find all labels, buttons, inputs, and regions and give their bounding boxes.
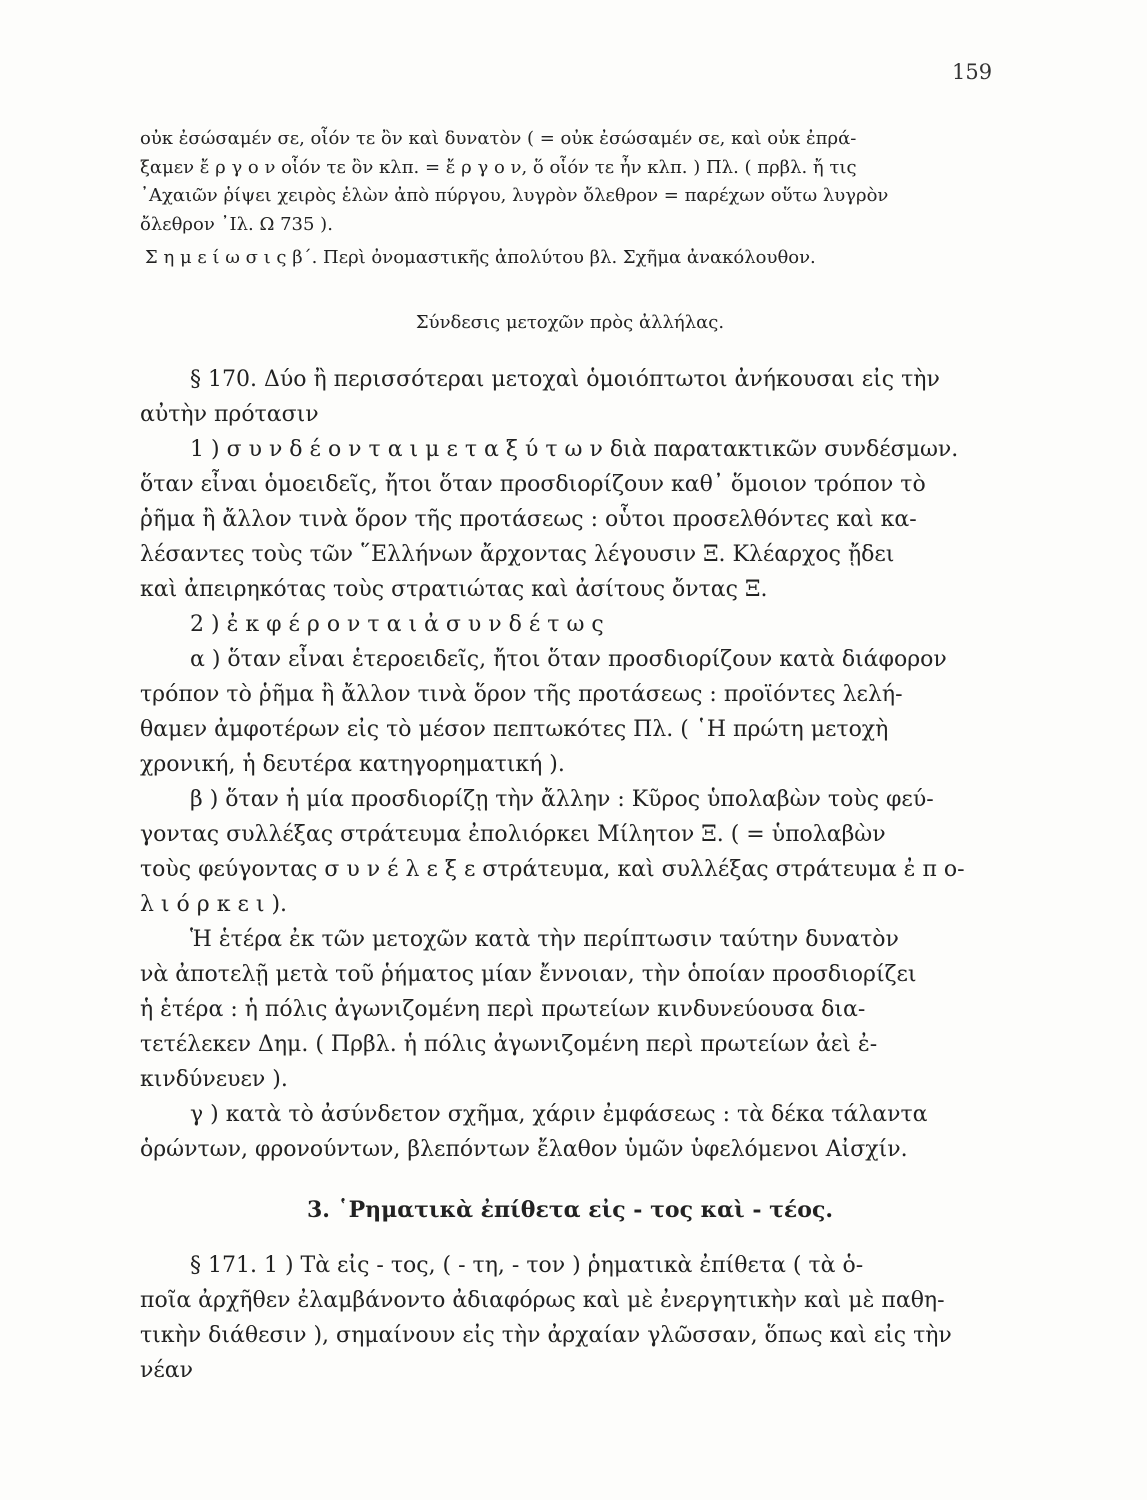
text-line: τικὴν διάθεσιν ), σημαίνουν εἰς τὴν ἀρχαίαν γλῶσσαν, ὅπως καὶ εἰς τὴν — [140, 1323, 952, 1348]
note-line: Σ η μ ε ί ω σ ι ς β΄. Περὶ ὀνομαστικῆς ἀπολύτου βλ. Σχῆμα ἀνακόλουθον. — [145, 247, 816, 268]
text-line: γ ) κατὰ τὸ ἀσύνδετον σχῆμα, χάριν ἐμφάσεως : τὰ δέκα τάλαντα — [190, 1102, 928, 1127]
text-line: οὐκ ἐσώσαμέν σε, οἷόν τε ὂν καὶ δυνατὸν ( = οὐκ ἐσώσαμέν σε, καὶ οὐκ ἐπρά- — [140, 128, 857, 149]
text-line: λ ι ό ρ κ ε ι ). — [140, 892, 288, 917]
text-line: 1 ) σ υ ν δ έ ο ν τ α ι μ ε τ α ξ ύ τ ω ν διὰ παρατακτικῶν συνδέσμων. — [190, 437, 959, 462]
text-line: νὰ ἀποτελῇ μετὰ τοῦ ῥήματος μίαν ἔννοιαν, τὴν ὁποίαν προσδιορίζει — [140, 962, 917, 987]
text-line: νέαν — [140, 1358, 194, 1383]
section-heading: Σύνδεσις μετοχῶν πρὸς ἀλλήλας. — [415, 312, 725, 333]
text-line: β ) ὅταν ἡ μία προσδιορίζῃ τὴν ἄλλην : Κῦρος ὑπολαβὼν τοὺς φεύ- — [190, 787, 934, 812]
text-line: καὶ ἀπειρηκότας τοὺς στρατιώτας καὶ ἀσίτους ὄντας Ξ. — [140, 577, 768, 602]
text-line: γοντας συλλέξας στράτευμα ἐπολιόρκει Μίλητον Ξ. ( = ὑπολαβὼν — [140, 822, 886, 847]
text-line: Ἡ ἑτέρα ἐκ τῶν μετοχῶν κατὰ τὴν περίπτωσιν ταύτην δυνατὸν — [190, 927, 899, 952]
text-line: χρονική, ἡ δευτέρα κατηγορηματική ). — [140, 752, 565, 777]
text-line: τετέλεκεν Δημ. ( Πρβλ. ἡ πόλις ἀγωνιζομένη περὶ πρωτείων ἀεὶ ἐ- — [140, 1032, 878, 1057]
paragraph-170-start: § 170. Δύο ἢ περισσότεραι μετοχαὶ ὁμοιόπτωτοι ἀνήκουσαι εἰς τὴν — [190, 367, 940, 392]
text-line: ᾿Αχαιῶν ῥίψει χειρὸς ἑλὼν ἀπὸ πύργου, λυγρὸν ὄλεθρον = παρέχων οὕτω λυγρὸν — [140, 185, 889, 206]
text-line: ὄλεθρον ᾿Ιλ. Ω 735 ). — [140, 214, 333, 235]
text-line: 2 ) ἐ κ φ έ ρ ο ν τ α ι ἀ σ υ ν δ έ τ ω ς — [190, 612, 604, 637]
text-line: ὁρώντων, φρονούντων, βλεπόντων ἔλαθον ὑμῶν ὑφελόμενοι Αἰσχίν. — [140, 1137, 908, 1162]
text-line: θαμεν ἀμφοτέρων εἰς τὸ μέσον πεπτωκότες Πλ. ( ῾Η πρώτη μετοχὴ — [140, 717, 889, 742]
text-line: ὅταν εἶναι ὁμοειδεῖς, ἤτοι ὅταν προσδιορίζουν καθ᾿ ὅμοιον τρόπον τὸ — [140, 472, 926, 497]
section-heading-3: 3. ῾Ρηματικὰ ἐπίθετα εἰς - τος καὶ - τέος. — [306, 1197, 834, 1223]
text-line: α ) ὅταν εἶναι ἑτεροειδεῖς, ἤτοι ὅταν προσδιορίζουν κατὰ διάφορον — [190, 647, 947, 672]
text-line: τοὺς φεύγοντας σ υ ν έ λ ε ξ ε στράτευμα, καὶ συλλέξας στράτευμα ἐ π ο- — [140, 857, 965, 882]
text-line: κινδύνευεν ). — [140, 1067, 288, 1092]
page-number: 159 — [952, 60, 993, 84]
text-line: ξαμεν ἔ ρ γ ο ν οἷόν τε ὂν κλπ. = ἔ ρ γ ο ν, ὅ οἷόν τε ἦν κλπ. ) Πλ. ( πρβλ. ἤ τις — [140, 157, 857, 178]
paragraph-171-start: § 171. 1 ) Τὰ εἰς - τος, ( - τη, - τον ) ῥηματικὰ ἐπίθετα ( τὰ ὁ- — [190, 1253, 864, 1278]
text-line: λέσαντες τοὺς τῶν ῞Ελλήνων ἄρχοντας λέγουσιν Ξ. Κλέαρχος ᾔδει — [140, 542, 895, 567]
text-line: ῥῆμα ἢ ἄλλον τινὰ ὅρον τῆς προτάσεως : οὗτοι προσελθόντες καὶ κα- — [140, 507, 917, 532]
text-line: ποῖα ἀρχῆθεν ἐλαμβάνοντο ἀδιαφόρως καὶ μὲ ἐνεργητικὴν καὶ μὲ παθη- — [140, 1288, 945, 1313]
text-line: τρόπον τὸ ῥῆμα ἢ ἄλλον τινὰ ὅρον τῆς προτάσεως : προϊόντες λελή- — [140, 682, 903, 707]
text-line: ἡ ἑτέρα : ἡ πόλις ἀγωνιζομένη περὶ πρωτείων κινδυνεύουσα δια- — [140, 997, 866, 1022]
text-line: αὐτὴν πρότασιν — [140, 402, 319, 427]
